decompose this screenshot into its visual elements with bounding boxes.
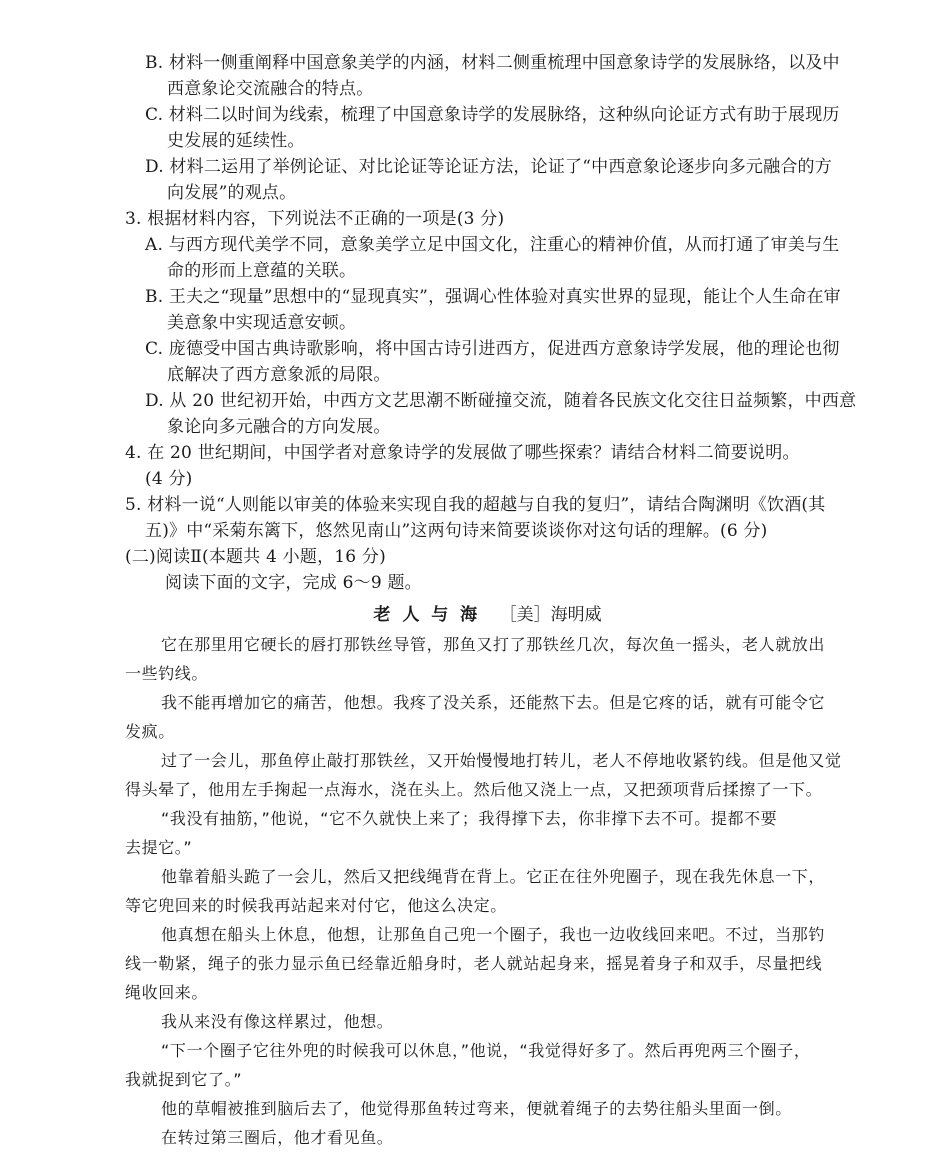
story-paragraph [125,804,830,862]
questions-section [125,50,857,596]
story-body [125,630,842,1152]
option-line-continued: 象论向多元融合的方向发展。 [167,417,391,437]
story-line: 他的草帽被推到脑后去了，他觉得那鱼转过弯来，便就着绳子的去势往船头里面一倒。 [161,1099,792,1118]
story-author: ［美］海明威 [499,605,602,625]
option-line: D. 从 20 世纪初开始，中西方文艺思潮不断碰撞交流，随着各民族文化交往日益频繁，中西意 [145,391,857,411]
option-line-continued: 西意象论交流融合的特点。 [167,79,374,99]
story-paragraph [125,1094,830,1123]
story-paragraph [125,630,830,688]
story-line: 发疯。 [125,722,175,741]
option-line-continued: 向发展”的观点。 [167,183,297,203]
story-line: 绳收回来。 [125,983,209,1002]
story-line: 一些钓线。 [125,664,209,683]
story-title: 老 人 与 海 [373,605,481,625]
story-line: 我从来没有像这样累过，他想。 [161,1012,394,1031]
story-line: “下一个圈子它往外兜的时候我可以休息，”他说，“我觉得好多了。然后再兜两三个圈子， [161,1041,811,1060]
option-line: A. 与西方现代美学不同，意象美学立足中国文化，注重心的精神价值，从而打通了审美与生 [145,235,840,255]
question-line: 5. 材料一说“人则能以审美的体验来实现自我的超越与自我的复归”，请结合陶渊明《饮酒(其 [125,495,826,515]
story-line: 得头晕了，他用左手掬起一点海水，浇在头上。然后他又浇上一点，又把颈项背后揉擦了一下。 [125,780,823,799]
story-line: 在转过第三圈后，他才看见鱼。 [161,1128,394,1147]
question-line-continued: (4 分) [145,469,193,489]
story-line: 过了一会儿，那鱼停止敲打那铁丝，又开始慢慢地打转儿，老人不停地收紧钓线。但是他又觉 [161,751,842,770]
option-line: D. 材料二运用了举例论证、对比论证等论证方法，论证了“中西意象论逐步向多元融合的方 [145,157,832,177]
story-line: 我就捉到它了。” [125,1070,243,1089]
story-paragraph [125,862,830,920]
story-paragraph [125,688,830,746]
option-line: C. 材料二以时间为线索，梳理了中国意象诗学的发展脉络，这种纵向论证方式有助于展现历 [145,105,840,125]
section-instruction: 阅读下面的文字，完成 6～9 题。 [165,573,422,593]
story-paragraph [125,746,842,804]
story-line: 线一勒紧，绳子的张力显示鱼已经靠近船身时，老人就站起身来，摇晃着身子和双手，尽量把线 [125,954,823,973]
question-line: 3. 根据材料内容，下列说法不正确的一项是(3 分) [125,209,505,229]
section-heading: (二)阅读Ⅱ(本题共 4 小题，16 分) [125,547,386,567]
story-paragraph [125,1007,830,1036]
story-paragraph [125,1036,830,1094]
option-line-continued: 美意象中实现适意安顿。 [167,313,357,333]
option-line: B. 王夫之“现量”思想中的“显现真实”，强调心性体验对真实世界的显现，能让个人生命在审 [145,287,841,307]
story-paragraph [125,920,830,1007]
option-line: B. 材料一侧重阐释中国意象美学的内涵，材料二侧重梳理中国意象诗学的发展脉络，以及中 [145,53,840,73]
story-line: “我没有抽筋，”他说，“它不久就快上来了；我得撑下去，你非撑下去不可。提都不要 [161,809,778,828]
question-line-continued: 五)》中“采菊东篱下，悠然见南山”这两句诗来简要谈谈你对这句话的理解。(6 分) [145,521,768,541]
story-line: 他真想在船头上休息，他想，让那鱼自己兜一个圈子，我也一边收线回来吧。不过，当那钓 [161,925,826,944]
option-line-continued: 底解决了西方意象派的局限。 [167,365,391,385]
option-line-continued: 史发展的延续性。 [167,131,305,151]
option-line-continued: 命的形而上意蕴的关联。 [167,261,357,281]
story-line: 我不能再增加它的痛苦，他想。我疼了没关系，还能熬下去。但是它疼的话，就有可能令它 [161,693,826,712]
story-title-row [125,600,830,630]
story-line: 它在那里用它硬长的唇打那铁丝导管，那鱼又打了那铁丝几次，每次鱼一摇头，老人就放出 [161,635,826,654]
option-line: C. 庞德受中国古典诗歌影响，将中国古诗引进西方，促进西方意象诗学发展，他的理论也彻 [145,339,840,359]
story-line: 他靠着船头跪了一会儿，然后又把线绳背在背上。它正在往外兜圈子，现在我先休息一下， [161,867,826,886]
question-line: 4. 在 20 世纪期间，中国学者对意象诗学的发展做了哪些探索？请结合材料二简要说明。 [125,443,800,463]
story-line: 等它兜回来的时候我再站起来对付它，他这么决定。 [125,896,507,915]
story-line: 去提它。” [125,838,193,857]
